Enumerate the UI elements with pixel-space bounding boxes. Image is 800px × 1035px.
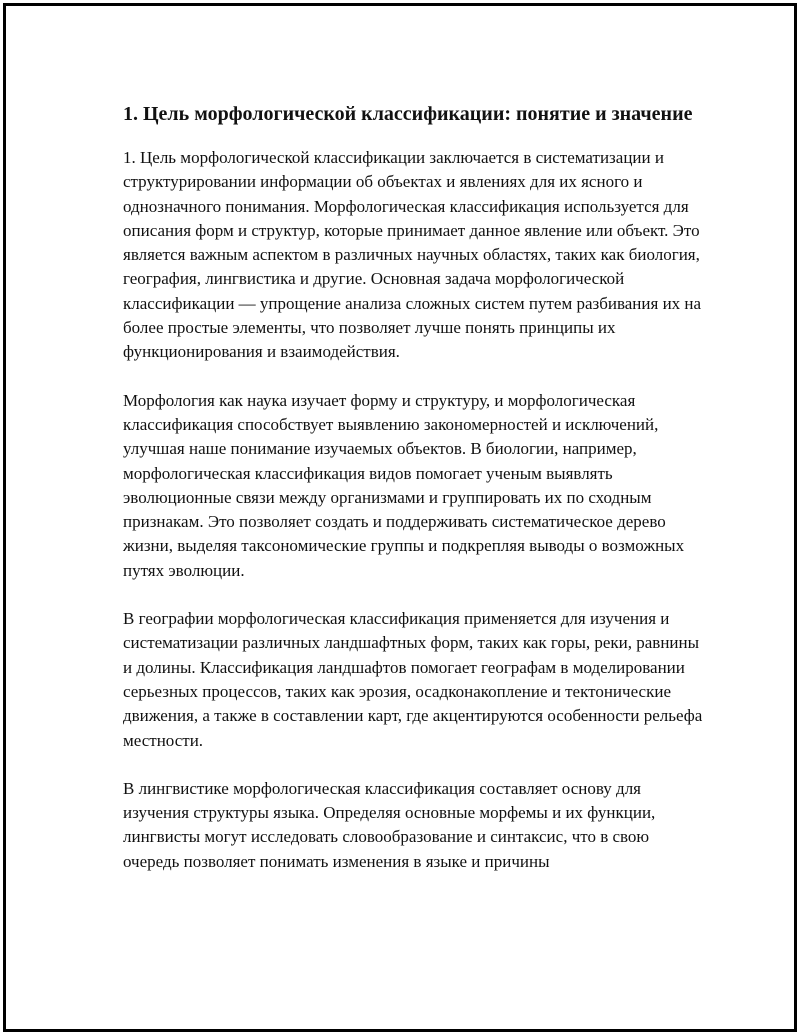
paragraph-4: В лингвистике морфологическая классификация составляет основу для изучения структуры языка. Определяя основные морфемы и их функции, лингвисты могут исследовать словообразование и синтаксис, что в свою очередь позволяет понимать изменения в языке и причины [123, 778, 656, 871]
paragraph-3: В географии морфологическая классификация применяется для изучения и систематизации различных ландшафтных форм, таких как горы, реки, равнины и долины. Классификация ландшафтов помогает географам в моделировании серьезных процессов, таких как эрозия, осадконакопление и тектонические движения, а также в составлении карт, где акцентируются особенности рельефа местности. [123, 609, 703, 750]
paragraph-2: Морфология как наука изучает форму и структуру, и морфологическая классификация способствует выявлению закономерностей и исключений, улучшая наше понимание изучаемых объектов. В биологии, например, морфологическая классификация видов помогает ученым выявлять эволюционные связи между организмами и группировать их по сходным признакам. Это позволяет создать и поддерживать систематическое дерево жизни, выделяя таксономические группы и подкрепляя выводы о возможных путях эволюции. [123, 390, 685, 580]
document-body [123, 100, 703, 898]
paragraph-1: 1. Цель морфологической классификации заключается в систематизации и структурировании информации об объектах и явлениях для их ясного и однозначного понимания. Морфологическая классификация используется для описания форм и структур, которые принимает данное явление или объект. Это является важным аспектом в различных научных областях, таких как биология, география, лингвистика и другие. Основная задача морфологической классификации — упрощение анализа сложных систем путем разбивания их на более простые элементы, что позволяет лучше понять принципы их функционирования и взаимодействия. [123, 148, 702, 362]
page-frame [3, 3, 797, 1032]
section-heading: 1. Цель морфологической классификации: понятие и значение [123, 103, 693, 125]
